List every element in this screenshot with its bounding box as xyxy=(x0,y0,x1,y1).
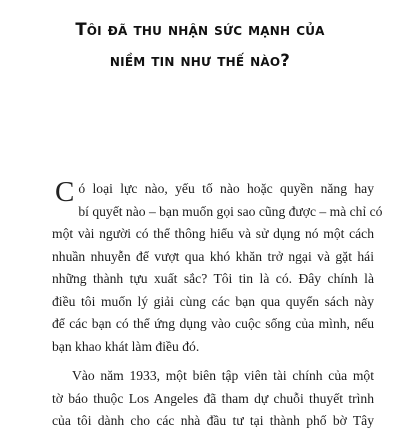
text-line: điều tôi muốn lý giải cùng các bạn qua quyển sách này xyxy=(52,293,374,309)
text-line: bạn khao khát làm điều đó. xyxy=(52,338,200,354)
body-text xyxy=(52,176,383,433)
text-line: để các bạn có thể ứng dụng vào cuộc sống của mình, nếu xyxy=(52,316,374,331)
paragraph-2 xyxy=(52,365,374,433)
chapter-title-line-2: niềm tin như thế nào? xyxy=(109,51,291,70)
chapter-title xyxy=(0,14,400,76)
chapter-title-line-1: Tôi đã thu nhận sức mạnh của xyxy=(75,20,325,39)
text-line: ó loại lực nào, yếu tố nào hoặc quyền năng hay xyxy=(78,181,374,196)
paragraph-1 xyxy=(52,176,383,358)
text-line: những thành tựu xuất sắc? Tôi tin là có. Đây chính là xyxy=(52,271,374,286)
text-line: bí quyết nào – bạn muốn gọi sao cũng được – mà chỉ có xyxy=(78,203,383,219)
text-line: tờ báo thuộc Los Angeles đã tham dự chuỗi thuyết trình xyxy=(52,390,374,406)
drop-cap: C xyxy=(55,176,75,208)
text-line: Vào năm 1933, một biên tập viên tài chính của một xyxy=(72,368,374,383)
text-line: của tôi dành cho các nhà đầu tư tại thành phố bờ Tây xyxy=(52,413,374,428)
text-line: một vài người có thể thông hiểu và sử dụng nó một cách xyxy=(52,226,374,241)
text-line: nhuần nhuyễn để vượt qua khó khăn trở ngại và gặt hái xyxy=(52,248,374,264)
